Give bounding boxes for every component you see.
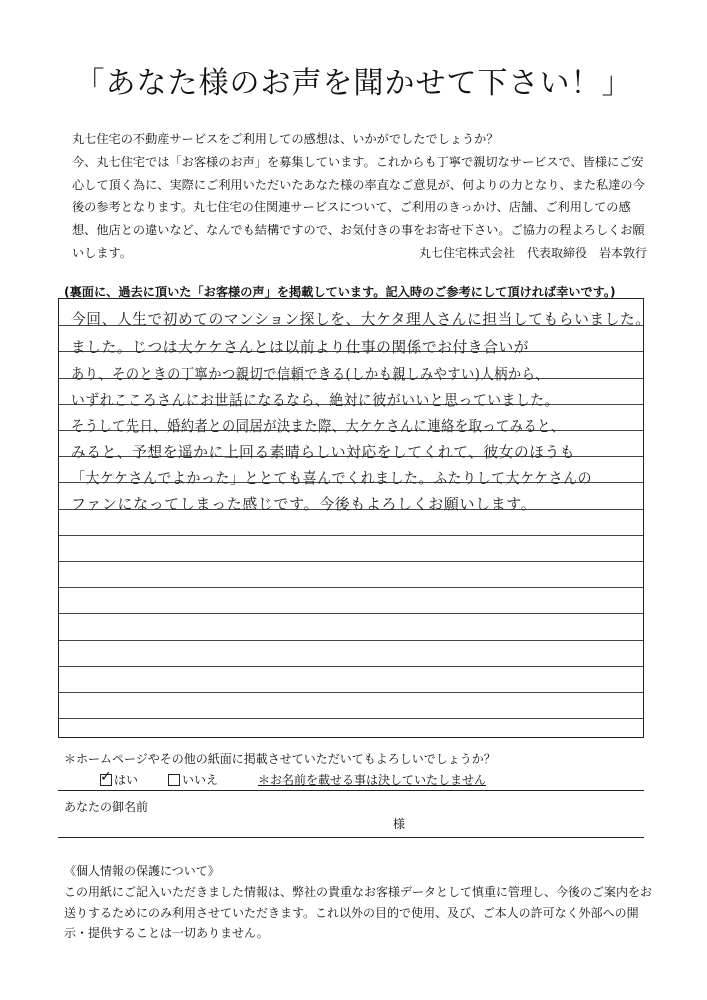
- handwritten-line: みると、予想を遥かに上回る素晴らしい対応をしてくれて、彼女のほうも: [71, 443, 576, 461]
- ruled-line: [59, 561, 643, 562]
- yes-label: はい: [114, 773, 139, 787]
- caption-note: (裏面に、過去に頂いた「お客様の声」を掲載しています。記入時のご参考にして頂ければ幸いです。): [64, 285, 616, 299]
- ruled-line: [59, 640, 643, 641]
- ruled-line: [59, 613, 643, 614]
- no-label: いいえ: [182, 773, 219, 787]
- consent-question: ＊ホームページやその他の紙面に掲載させていただいてもよろしいでしょうか？: [64, 752, 496, 766]
- handwritten-line: ました。じつは大ケケさんとは以前より仕事の関係でお付き合いが: [71, 338, 530, 356]
- handwritten-line: 今回、人生で初めてのマンション探しを、大ケタ理人さんに担当してもらいました。: [71, 310, 651, 328]
- comment-box: [58, 298, 651, 738]
- ruled-line: [59, 718, 643, 719]
- consent-no-option[interactable]: [168, 771, 218, 788]
- page-title: 「あなた様のお声を聞かせて下さい！」: [74, 66, 633, 101]
- yes-checkbox[interactable]: [100, 774, 112, 786]
- handwritten-line: あり、そのときの丁寧かつ親切で信頼できる(しかも親しみやすい)人柄から、: [71, 365, 550, 383]
- ruled-line: [59, 666, 643, 667]
- consent-yes-option[interactable]: [100, 771, 138, 788]
- handwritten-line: そうして先日、婚約者との同居が決また際、大ケケさんに連絡を取ってみると、: [71, 417, 565, 435]
- ruled-line: [59, 587, 643, 588]
- signature-label: あなたの御名前: [64, 800, 149, 814]
- handwritten-line: ファンになってしまった感じです。今後もよろしくお願いします。: [71, 495, 537, 513]
- ruled-line: [59, 692, 643, 693]
- ruled-line: [59, 535, 643, 536]
- handwritten-line: 「大ケケさんでよかった」ととても喜んでくれました。ふたりして大ケケさんの: [71, 469, 593, 487]
- no-checkbox[interactable]: [168, 774, 180, 786]
- handwritten-line: いずれこころさんにお世話になるなら、絶対に彼がいいと思っていました。: [71, 391, 559, 409]
- privacy-heading: 《個人情報の保護について》: [64, 864, 220, 878]
- signature-suffix: 様: [393, 817, 406, 831]
- company-signoff: 丸七住宅株式会社 代表取締役 岩本敦行: [418, 246, 647, 260]
- name-note: ＊お名前を載せる事は決していたしません: [258, 773, 487, 787]
- privacy-body: この用紙にご記入いただきました情報は、弊社の貴重なお客様データとして慎重に管理し、今後のご案内をお送りするためにのみ利用させていただきます。これ以外の目的で使用、及び、ご本人の許可なく外部への開示・提供することは一切ありません。: [64, 885, 653, 940]
- consent-options: [100, 771, 486, 788]
- intro-paragraph-1: 丸七住宅の不動産サービスをご利用しての感想は、いかがでしたでしょうか？: [72, 132, 499, 146]
- intro-paragraph-2: 今、丸七住宅では「お客様のお声」を募集しています。これからも丁寧で親切なサービスで、皆様にご安心して頂く為に、実際にご利用いただいたあなた様の率直なご意見が、何よりの力となり、また私達の今後の参考となります。丸七住宅の住関連サービスについて、ご利用のきっかけ、店舗、ご利用しての感想、他店との違いなど、なんでも結構ですので、お気付きの事をお寄せ下さい。ご協力の程よろしくお願いします。: [72, 154, 645, 260]
